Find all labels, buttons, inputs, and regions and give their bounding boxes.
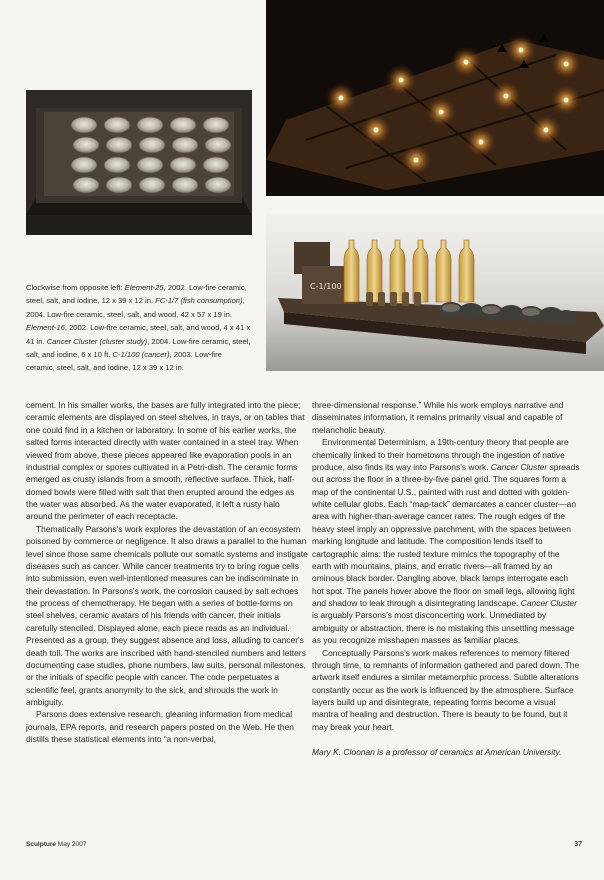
paragraph: cement. In his smaller works, the bases are fully integrated into the piece; ceramic elements are displayed on steel shelves, in trays, or on tables that one could find in a kitchen or laboratory. In some of his earlier works, the salted forms interacted directly with water contained in a steel tray. When viewed from above, these pieces appeared like evaporation pools in an industrial complex or spores cultivated in a Petri-dish. The ceramic forms emerged as crusty islands from a smooth, reflective surface. Thick, half-domed bowls were filled with salt that then erupted around the edges as the water was absorbed. As the water evaporated, it left a rusty halo around the perimeter of each receptacle. — [26, 400, 305, 522]
salt-bowl — [203, 157, 229, 173]
lamp-light — [439, 110, 444, 115]
salt-bowl — [137, 117, 163, 133]
small-bottle — [414, 292, 421, 306]
salt-bowl — [106, 137, 132, 153]
photo-cancer-cluster — [266, 0, 604, 196]
lamp-light — [479, 140, 484, 145]
lamp-light — [339, 96, 344, 101]
lamp-light — [464, 60, 469, 65]
author-bio: Mary K. Cloonan is a professor of ceramics at American University. — [312, 747, 562, 758]
salt-bowl — [71, 117, 97, 133]
small-bottle — [390, 292, 397, 306]
lamp-light — [519, 48, 524, 53]
salt-bowl — [73, 177, 99, 193]
salt-bowl — [106, 177, 132, 193]
body-column-right — [312, 399, 580, 759]
caption-detail: , 2003. Low-fire ceramic, steel, salt, and iodine, 12 x 39 x 12 in. — [26, 350, 222, 373]
caption-lead: Clockwise from opposite left: — [26, 283, 125, 292]
salt-bowl — [139, 177, 165, 193]
body-column-left — [26, 399, 308, 746]
page-number: 37 — [574, 841, 582, 848]
lamp-light — [374, 128, 379, 133]
caption-detail: , 2004. Low-fire ceramic, steel, salt, and iodine, 6 x 10 ft. — [26, 336, 251, 360]
salt-bowl — [203, 117, 229, 133]
salt-bowl — [172, 137, 198, 153]
small-bottle — [378, 292, 385, 306]
salt-bowl — [137, 157, 163, 173]
photo-c-1-100 — [266, 214, 604, 371]
salt-bowl — [172, 177, 198, 193]
bottles-artwork-image — [266, 214, 604, 371]
salt-bowl — [104, 117, 130, 133]
issue-date: May 2007 — [57, 841, 87, 848]
paragraph: three-dimensional response.” While his work employs narrative and disseminates information, it remains primarily visual and capable of melancholic beauty. — [312, 400, 564, 435]
small-bottle — [402, 292, 409, 306]
artwork-title: Cancer Cluster — [520, 598, 578, 608]
caption-title-c-1-100: C-1/100 (cancer) — [112, 350, 170, 360]
salt-bowl — [139, 137, 165, 153]
lamp-light — [564, 98, 569, 103]
paragraph: Parsons does extensive research, gleaning information from medical journals, EPA reports, and research papers posted on the Web. He then distills these statistical elements into “a non-verbal, — [26, 709, 294, 745]
salt-bowl — [205, 177, 231, 193]
caption-title-fc-1-7: FC-1/7 (fish consumption) — [155, 296, 243, 306]
lamp-light — [414, 158, 419, 163]
lamp-light — [399, 78, 404, 83]
magazine-name: Sculpture — [26, 841, 56, 848]
caption-detail: , 2002. Low-fire ceramic, steel, salt, and wood, 4 x 41 x 41 in. — [26, 323, 251, 346]
caption-title-element-25: Element-25 — [124, 283, 164, 292]
text-run: spreads out across the floor in a three-by-five panel grid. The squares form a map of the continental U.S., painted with rust and dotted with golden-white cellular globs. Each “map-tack” demarcates a cancer cluster—an area with higher-than-average cancer rates. The rough edges of the heavy steel imply an oppressive parchment, with the spaces between marking longitude and latitude. The composition lends itself to cartographic aims: the rusted texture mimics the topography of the earth with mountains, plains, and erratic rivers—all framed by an ominous black border. Dangling above, black lamps interrogate each hot spot. The panels hover above the floor on small legs, allowing light and shadow to leak through a disintegrating landscape. — [312, 461, 580, 608]
caption-detail: , 2002. Low-fire ceramic, steel, salt, and iodine, 12 x 39 x 12 in. — [26, 283, 247, 306]
small-bottle — [366, 292, 373, 306]
lamp-light — [504, 94, 509, 99]
figure-caption — [26, 281, 252, 375]
lamp-light — [564, 62, 569, 67]
text-run: is arguably Parsons's most disconcerting work. Unmediated by ambiguity or abstraction, there is no mistaking this unsettling message as you recognize misshapen masses as familiar places. — [312, 610, 575, 646]
salt-bowl — [104, 157, 130, 173]
salt-bowl — [170, 117, 196, 133]
salt-bowl — [170, 157, 196, 173]
caption-title-cancer-cluster: Cancer Cluster (cluster study) — [46, 336, 148, 346]
photo-element-25 — [26, 90, 252, 235]
text-run: Environmental Determinism, a 19th-century theory that people are chemically linked to their hometowns through the ingestion of native produce, also finds its way into Parsons's work. — [312, 437, 569, 472]
floor-artwork-image — [266, 0, 604, 196]
tray-artwork-image — [26, 90, 252, 235]
paragraph — [312, 436, 580, 646]
page-footer — [26, 841, 582, 853]
artwork-title: Cancer Cluster — [490, 461, 548, 472]
paragraph: Thematically Parsons's work explores the devastation of an ecosystem poisoned by commerce or negligence. It also draws a parallel to the human level since those same chemicals pollute our somatic systems and instigate diseases such as cancer. While cancer treatments try to bring rogue cells into submission, even well-intentioned measures can be indiscriminate in their devastation. In Parsons's work, the corrosion caused by salt echoes the process of chemotherapy. He began with a series of bottle-forms on steel shelves, ceramic avatars of his friends with cancer, their initials carefully stenciled. Displayed alone, each piece reads as an individual. Presented as a group, they suggest absence and loss, alluding to cancer's death toll. The works are inscribed with hand-stenciled numbers and letters documenting case studies, phone numbers, law suits, personal milestones, or the initials of specific people with cancer. The code perpetuates a scientific feel, grants anonymity to the sick, and shrouds the work in ambiguity. — [26, 523, 308, 707]
salt-bowl — [73, 137, 99, 153]
salt-bowl — [71, 157, 97, 173]
caption-detail: , 2004. Low-fire ceramic, steel, salt, and wood, 42 x 57 x 19 in. — [26, 296, 245, 319]
salt-bowl — [205, 137, 231, 153]
lamp-light — [544, 128, 549, 133]
caption-title-element-16: Element-16 — [26, 323, 65, 333]
box-label: C-1/100 — [310, 282, 342, 291]
paragraph: Conceptually Parsons's work makes references to memory filtered through time, to remnants of information gathered and pared down. The artwork itself endures a similar metamorphic process. Subtle alterations constantly occur as the work is influenced by the atmosphere. Surface layers build up and disintegrate, repeating forms become a visual mantra of healing and destruction. There is beauty to be found, but it may break your heart. — [312, 647, 580, 732]
